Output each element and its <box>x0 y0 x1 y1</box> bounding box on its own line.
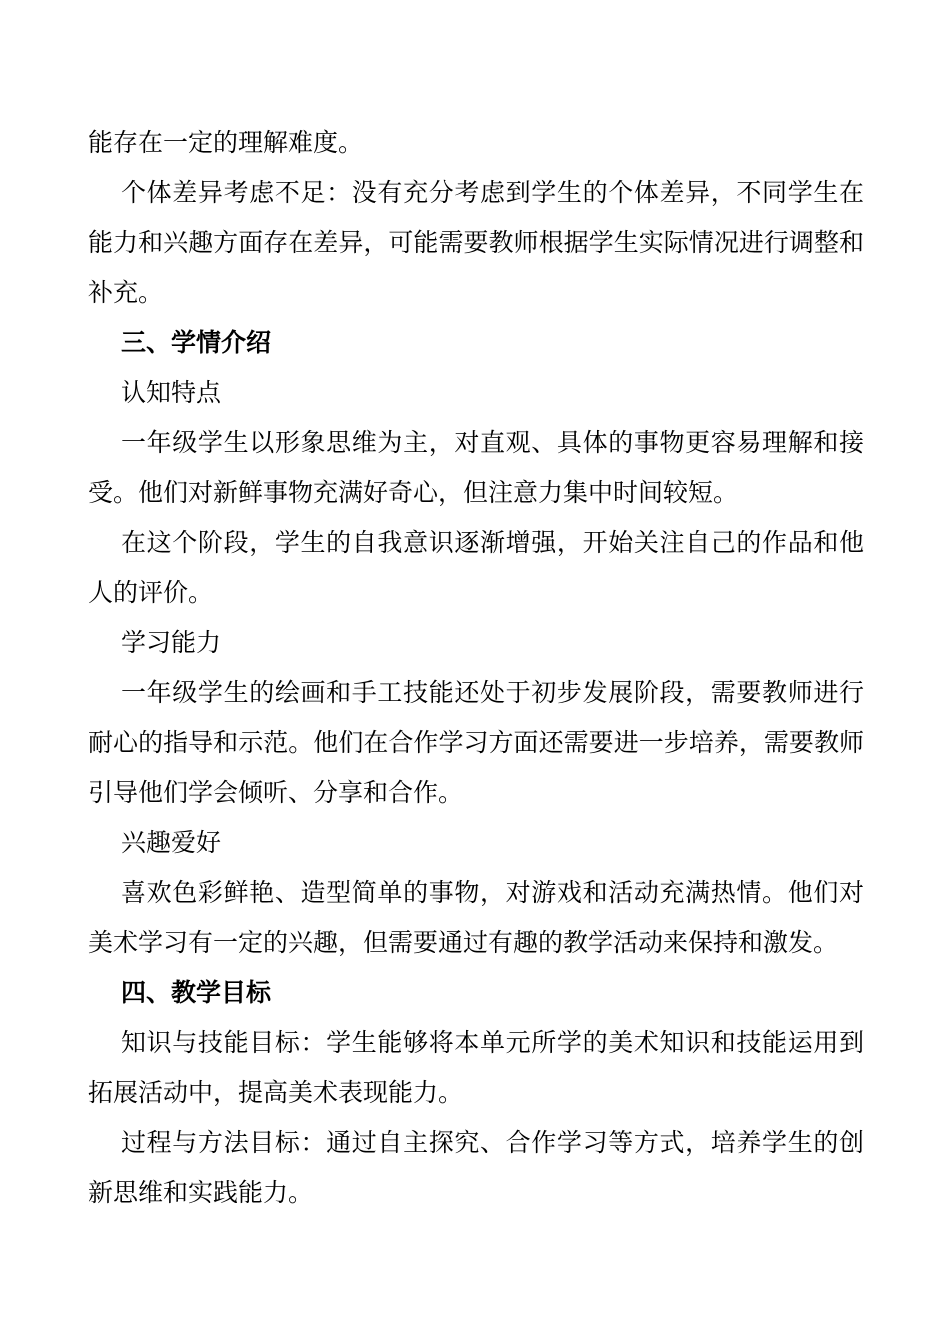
paragraph-cognitive-1: 一年级学生以形象思维为主，对直观、具体的事物更容易理解和接受。他们对新鲜事物充满好奇心，但注意力集中时间较短。 <box>88 428 864 507</box>
paragraph-learning-ability: 一年级学生的绘画和手工技能还处于初步发展阶段，需要教师进行耐心的指导和示范。他们在合作学习方面还需要进一步培养，需要教师引导他们学会倾听、分享和合作。 <box>88 678 864 807</box>
section-heading-teaching-goals: 四、教学目标 <box>121 978 272 1007</box>
paragraph-individual-differences: 个体差异考虑不足：没有充分考虑到学生的个体差异，不同学生在能力和兴趣方面存在差异，可能需要教师根据学生实际情况进行调整和补充。 <box>88 178 864 307</box>
paragraph-knowledge-skill-goal: 知识与技能目标：学生能够将本单元所学的美术知识和技能运用到拓展活动中，提高美术表现能力。 <box>88 1028 864 1107</box>
paragraph-continuation: 能存在一定的理解难度。 <box>88 128 364 157</box>
subheading-interests: 兴趣爱好 <box>121 828 222 857</box>
paragraph-interests: 喜欢色彩鲜艳、造型简单的事物，对游戏和活动充满热情。他们对美术学习有一定的兴趣，但需要通过有趣的教学活动来保持和激发。 <box>88 878 864 957</box>
subheading-learning-ability: 学习能力 <box>121 628 222 657</box>
paragraph-process-method-goal: 过程与方法目标：通过自主探究、合作学习等方式，培养学生的创新思维和实践能力。 <box>88 1128 864 1207</box>
paragraph-cognitive-2: 在这个阶段，学生的自我意识逐渐增强，开始关注自己的作品和他人的评价。 <box>88 528 864 607</box>
subheading-cognitive-traits: 认知特点 <box>121 378 222 407</box>
document-page <box>88 118 864 1218</box>
section-heading-learner-analysis: 三、学情介绍 <box>121 328 272 357</box>
